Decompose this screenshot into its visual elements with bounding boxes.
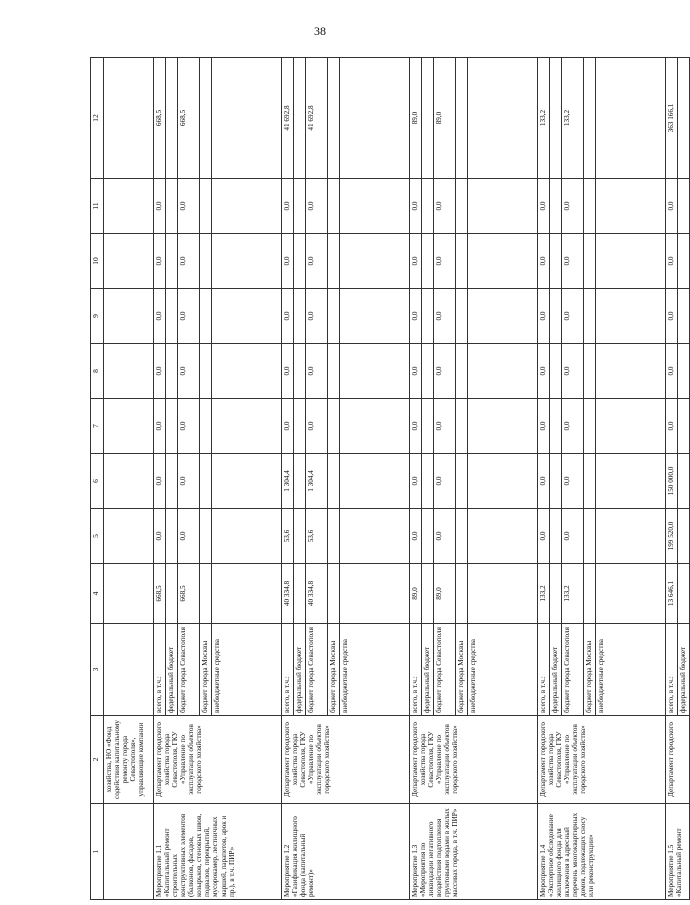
column-number: 12 [91, 58, 104, 179]
carry-over-cell [104, 344, 154, 399]
amount-cell [678, 454, 690, 509]
funding-source: внебюджетные средства [212, 624, 282, 716]
amount-cell: 0,0 [410, 454, 422, 509]
funding-source: бюджет города Севастополя [434, 624, 456, 716]
carry-over-row [104, 58, 154, 900]
column-number: 9 [91, 289, 104, 344]
amount-cell: 1 304,4 [282, 454, 294, 509]
amount-cell: 89,0 [410, 564, 422, 624]
amount-cell [468, 289, 538, 344]
amount-cell: 89,0 [434, 58, 456, 179]
measure-name: Мероприятие 1.2 «Газификация жилищного фонда (капитальный ремонт)» [282, 804, 410, 900]
amount-cell [596, 344, 666, 399]
funding-source: федеральный бюджет [678, 624, 690, 716]
amount-cell [584, 344, 596, 399]
amount-cell [456, 58, 468, 179]
amount-cell [328, 179, 340, 234]
amount-cell: 1 304,4 [306, 454, 328, 509]
amount-cell [550, 344, 562, 399]
amount-cell: 0,0 [282, 344, 294, 399]
amount-cell [166, 234, 178, 289]
funding-source: федеральный бюджет [422, 624, 434, 716]
funding-source: всего, в т.ч.: [154, 624, 166, 716]
carry-over-cell [104, 289, 154, 344]
amount-cell: 0,0 [538, 234, 550, 289]
amount-cell [328, 564, 340, 624]
amount-cell [596, 179, 666, 234]
amount-cell [550, 454, 562, 509]
amount-cell [678, 344, 690, 399]
amount-cell [294, 234, 306, 289]
amount-cell [200, 344, 212, 399]
amount-cell [584, 179, 596, 234]
table-row [410, 58, 422, 900]
amount-cell [340, 234, 410, 289]
amount-cell [456, 509, 468, 564]
amount-cell: 133,2 [538, 58, 550, 179]
amount-cell: 0,0 [306, 399, 328, 454]
amount-cell: 0,0 [538, 454, 550, 509]
amount-cell: 133,2 [562, 564, 584, 624]
amount-cell: 0,0 [434, 179, 456, 234]
funding-source: бюджет города Севастополя [306, 624, 328, 716]
amount-cell: 0,0 [178, 179, 200, 234]
amount-cell [328, 234, 340, 289]
amount-cell: 0,0 [434, 289, 456, 344]
column-number: 10 [91, 234, 104, 289]
amount-cell [212, 454, 282, 509]
column-number: 3 [91, 624, 104, 716]
amount-cell [200, 234, 212, 289]
amount-cell [456, 234, 468, 289]
amount-cell: 0,0 [562, 234, 584, 289]
amount-cell [468, 234, 538, 289]
amount-cell [550, 564, 562, 624]
amount-cell: 0,0 [282, 399, 294, 454]
amount-cell: 0,0 [538, 289, 550, 344]
amount-cell: 133,2 [562, 58, 584, 179]
funding-source: федеральный бюджет [294, 624, 306, 716]
column-number: 5 [91, 509, 104, 564]
funding-source: всего, в т.ч.: [538, 624, 550, 716]
carry-over-cell [104, 804, 154, 900]
responsible-executor: Департамент городского хозяйства города Севастополя, ГКУ «Управление по эксплуатации объектов городского хозяйства» [410, 716, 538, 804]
amount-cell [584, 289, 596, 344]
amount-cell: 0,0 [306, 344, 328, 399]
amount-cell [596, 289, 666, 344]
page-number: 38 [314, 24, 326, 38]
funding-source: внебюджетные средства [596, 624, 666, 716]
amount-cell: 0,0 [178, 399, 200, 454]
amount-cell [596, 58, 666, 179]
amount-cell [550, 399, 562, 454]
amount-cell [294, 564, 306, 624]
amount-cell [212, 179, 282, 234]
column-number-row [91, 58, 104, 900]
responsible-executor: Департамент городского хозяйства города Севастополя, ГКУ «Управление по эксплуатации объектов городского хозяйства» [282, 716, 410, 804]
amount-cell [422, 399, 434, 454]
amount-cell [340, 509, 410, 564]
amount-cell: 363 166,1 [666, 58, 678, 179]
amount-cell: 41 692,8 [282, 58, 294, 179]
amount-cell: 89,0 [434, 564, 456, 624]
amount-cell [212, 399, 282, 454]
amount-cell [212, 564, 282, 624]
column-number: 7 [91, 399, 104, 454]
amount-cell [678, 399, 690, 454]
amount-cell: 199 520,0 [666, 509, 678, 564]
amount-cell [550, 289, 562, 344]
amount-cell [456, 399, 468, 454]
amount-cell: 0,0 [306, 234, 328, 289]
amount-cell [584, 58, 596, 179]
amount-cell [456, 289, 468, 344]
amount-cell [584, 399, 596, 454]
amount-cell [678, 58, 690, 179]
amount-cell: 0,0 [178, 454, 200, 509]
amount-cell [422, 509, 434, 564]
amount-cell [340, 564, 410, 624]
amount-cell [200, 179, 212, 234]
amount-cell: 0,0 [154, 509, 166, 564]
amount-cell: 0,0 [306, 289, 328, 344]
amount-cell: 0,0 [562, 289, 584, 344]
amount-cell: 40 334,8 [306, 564, 328, 624]
column-number: 8 [91, 344, 104, 399]
amount-cell: 0,0 [282, 234, 294, 289]
amount-cell [166, 58, 178, 179]
amount-cell: 0,0 [538, 344, 550, 399]
amount-cell: 0,0 [434, 234, 456, 289]
amount-cell: 668,5 [154, 58, 166, 179]
amount-cell [468, 509, 538, 564]
amount-cell: 0,0 [666, 179, 678, 234]
amount-cell: 133,2 [538, 564, 550, 624]
amount-cell: 668,5 [178, 564, 200, 624]
amount-cell: 0,0 [538, 509, 550, 564]
amount-cell [340, 179, 410, 234]
amount-cell [212, 289, 282, 344]
amount-cell [456, 454, 468, 509]
amount-cell [166, 399, 178, 454]
amount-cell: 0,0 [178, 509, 200, 564]
amount-cell: 0,0 [434, 454, 456, 509]
amount-cell: 13 646,1 [666, 564, 678, 624]
amount-cell: 53,6 [282, 509, 294, 564]
amount-cell: 0,0 [154, 399, 166, 454]
amount-cell: 0,0 [154, 454, 166, 509]
funding-source: федеральный бюджет [166, 624, 178, 716]
amount-cell [422, 344, 434, 399]
table-row [154, 58, 166, 900]
amount-cell: 668,5 [178, 58, 200, 179]
amount-cell [456, 344, 468, 399]
amount-cell [456, 564, 468, 624]
amount-cell [468, 179, 538, 234]
amount-cell: 0,0 [282, 289, 294, 344]
amount-cell [340, 454, 410, 509]
financing-table [90, 57, 690, 900]
carry-over-cell [104, 564, 154, 624]
amount-cell [550, 234, 562, 289]
amount-cell: 53,6 [306, 509, 328, 564]
carry-over-cell [104, 624, 154, 716]
responsible-executor: Департамент городского хозяйства города Севастополя, ГКУ «Управление по эксплуатации объектов городского хозяйства» [154, 716, 282, 804]
column-number: 4 [91, 564, 104, 624]
amount-cell: 0,0 [666, 234, 678, 289]
amount-cell [212, 234, 282, 289]
amount-cell [422, 58, 434, 179]
amount-cell [596, 564, 666, 624]
amount-cell [328, 344, 340, 399]
carry-over-cell [104, 399, 154, 454]
carry-over-cell [104, 58, 154, 179]
measure-name: Мероприятие 1.5 «Капитальный ремонт [666, 804, 690, 900]
amount-cell [678, 179, 690, 234]
amount-cell [294, 399, 306, 454]
funding-source: бюджет города Севастополя [562, 624, 584, 716]
amount-cell [328, 58, 340, 179]
amount-cell [596, 454, 666, 509]
funding-source: внебюджетные средства [340, 624, 410, 716]
amount-cell: 0,0 [282, 179, 294, 234]
amount-cell: 89,0 [410, 58, 422, 179]
amount-cell [468, 399, 538, 454]
amount-cell [166, 564, 178, 624]
funding-source: всего, в т.ч.: [282, 624, 294, 716]
funding-source: бюджет города Москвы [584, 624, 596, 716]
amount-cell [340, 58, 410, 179]
amount-cell [212, 344, 282, 399]
amount-cell [328, 289, 340, 344]
amount-cell [340, 344, 410, 399]
amount-cell [550, 509, 562, 564]
table-row [282, 58, 294, 900]
measure-name: Мероприятие 1.1 «Капитальный ремонт строительных конструктивных элементов (балконов, фасадов, козырьков, стеновых швов, подвалов, перекрытий, мусорокамер, лестничных маршей, парапетов, арок и пр.), в т.ч. ПИР» [154, 804, 282, 900]
column-number: 11 [91, 179, 104, 234]
amount-cell [678, 509, 690, 564]
carry-over-cell [104, 454, 154, 509]
carry-over-cell: хозяйства, НО «Фонд содействия капитальному ремонту города Севастополя», управляющие компании [104, 716, 154, 804]
amount-cell: 0,0 [562, 179, 584, 234]
amount-cell [584, 509, 596, 564]
amount-cell [340, 289, 410, 344]
funding-source: бюджет города Москвы [328, 624, 340, 716]
responsible-executor: Департамент городского [666, 716, 690, 804]
amount-cell: 0,0 [178, 344, 200, 399]
measure-name: Мероприятие 1.3 «Мероприятия по ликвидации негативного воздействия подтопления грунтовыми водами в жилых массивах города, в т.ч. ПИР» [410, 804, 538, 900]
amount-cell [340, 399, 410, 454]
rotated-table-container [90, 58, 687, 900]
amount-cell: 0,0 [666, 399, 678, 454]
amount-cell: 0,0 [178, 234, 200, 289]
amount-cell [166, 179, 178, 234]
amount-cell: 0,0 [410, 399, 422, 454]
amount-cell [328, 454, 340, 509]
amount-cell [166, 454, 178, 509]
amount-cell [596, 509, 666, 564]
funding-source: бюджет города Севастополя [178, 624, 200, 716]
amount-cell [422, 564, 434, 624]
amount-cell [456, 179, 468, 234]
amount-cell [200, 58, 212, 179]
amount-cell [328, 509, 340, 564]
amount-cell: 0,0 [154, 179, 166, 234]
amount-cell: 0,0 [306, 179, 328, 234]
amount-cell: 0,0 [410, 344, 422, 399]
carry-over-cell [104, 509, 154, 564]
table-body [104, 58, 690, 900]
amount-cell [166, 509, 178, 564]
amount-cell [596, 399, 666, 454]
amount-cell [678, 234, 690, 289]
amount-cell: 0,0 [410, 179, 422, 234]
amount-cell: 0,0 [434, 509, 456, 564]
column-number: 6 [91, 454, 104, 509]
amount-cell [422, 179, 434, 234]
funding-source: всего, в т.ч.: [410, 624, 422, 716]
amount-cell: 150 000,0 [666, 454, 678, 509]
table-row [538, 58, 550, 900]
amount-cell: 0,0 [154, 344, 166, 399]
amount-cell: 0,0 [154, 289, 166, 344]
funding-source: бюджет города Москвы [456, 624, 468, 716]
amount-cell: 41 692,8 [306, 58, 328, 179]
amount-cell [328, 399, 340, 454]
amount-cell [468, 344, 538, 399]
amount-cell [550, 179, 562, 234]
funding-source: бюджет города Москвы [200, 624, 212, 716]
amount-cell: 0,0 [434, 399, 456, 454]
amount-cell [200, 289, 212, 344]
amount-cell: 0,0 [178, 289, 200, 344]
amount-cell [200, 399, 212, 454]
measure-name: Мероприятие 1.4 «Экспертное обследование жилищного фонда для включения в адресный перечень многоквартирных домов, подлежащих сносу или реконструкции» [538, 804, 666, 900]
amount-cell [422, 454, 434, 509]
amount-cell: 0,0 [538, 399, 550, 454]
funding-source: федеральный бюджет [550, 624, 562, 716]
funding-source: внебюджетные средства [468, 624, 538, 716]
amount-cell [678, 289, 690, 344]
amount-cell: 0,0 [538, 179, 550, 234]
funding-source: всего, в т.ч.: [666, 624, 678, 716]
amount-cell [294, 509, 306, 564]
amount-cell [294, 58, 306, 179]
amount-cell: 0,0 [562, 454, 584, 509]
amount-cell: 0,0 [562, 399, 584, 454]
carry-over-cell [104, 179, 154, 234]
column-number: 2 [91, 716, 104, 804]
amount-cell: 0,0 [562, 344, 584, 399]
amount-cell [294, 179, 306, 234]
amount-cell [468, 58, 538, 179]
carry-over-cell [104, 234, 154, 289]
amount-cell [584, 564, 596, 624]
amount-cell [678, 564, 690, 624]
amount-cell [550, 58, 562, 179]
amount-cell: 0,0 [666, 344, 678, 399]
amount-cell [294, 454, 306, 509]
amount-cell [596, 234, 666, 289]
amount-cell [200, 454, 212, 509]
amount-cell [212, 58, 282, 179]
amount-cell [422, 234, 434, 289]
amount-cell: 668,5 [154, 564, 166, 624]
amount-cell: 0,0 [410, 289, 422, 344]
amount-cell [294, 289, 306, 344]
amount-cell: 0,0 [410, 509, 422, 564]
amount-cell [584, 454, 596, 509]
amount-cell [584, 234, 596, 289]
amount-cell [468, 564, 538, 624]
amount-cell [212, 509, 282, 564]
amount-cell: 40 334,8 [282, 564, 294, 624]
amount-cell: 0,0 [562, 509, 584, 564]
column-number: 1 [91, 804, 104, 900]
amount-cell: 0,0 [434, 344, 456, 399]
amount-cell [468, 454, 538, 509]
responsible-executor: Департамент городского хозяйства города Севастополя, ГКУ «Управление по эксплуатации объектов городского хозяйства» [538, 716, 666, 804]
amount-cell [200, 509, 212, 564]
amount-cell: 0,0 [154, 234, 166, 289]
amount-cell [166, 344, 178, 399]
amount-cell: 0,0 [666, 289, 678, 344]
amount-cell [422, 289, 434, 344]
amount-cell [294, 344, 306, 399]
amount-cell [166, 289, 178, 344]
table-row [666, 58, 678, 900]
amount-cell: 0,0 [410, 234, 422, 289]
amount-cell [200, 564, 212, 624]
